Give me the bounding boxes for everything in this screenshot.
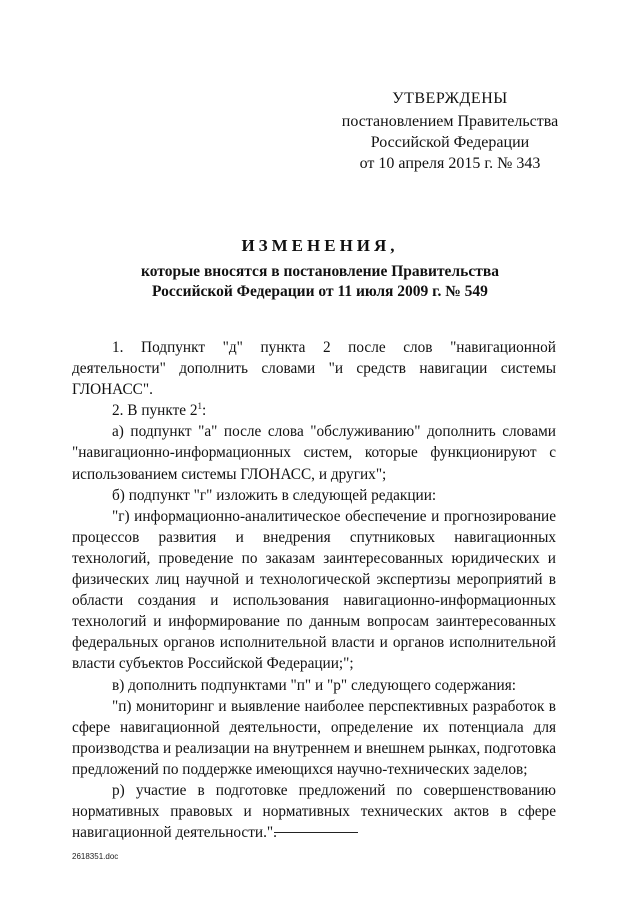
paragraph-2-text: 2. В пункте 2 <box>112 402 198 420</box>
paragraph-5: "г) информационно-аналитическое обеспечение и прогнозирование процессов развития и внедрения спутниковых навигационных технологий, проведение по заказам заинтересованных юридических и физических лиц научной и технологической экспертизы мероприятий в области создания и использования навигационно-информационных технологий и информирование по данным вопросам заинтересованных федеральных органов исполнительной власти и органов исполнительной власти субъектов Российской Федерации;"; <box>72 507 556 673</box>
approval-line-2: Российской Федерации <box>370 134 530 151</box>
subtitle-line-1: которые вносятся в постановление Правительства <box>141 263 499 280</box>
document-title: ИЗМЕНЕНИЯ, <box>241 236 399 255</box>
paragraph-8: р) участие в подготовке предложений по совершенствованию нормативных правовых и нормативных технических актов в сфере навигационной деятельности.". <box>72 781 556 842</box>
approval-line-3: от 10 апреля 2015 г. № 343 <box>359 155 541 172</box>
approval-heading: УТВЕРЖДЕНЫ <box>392 90 508 107</box>
approval-block <box>330 88 570 174</box>
approval-line-1: постановлением Правительства <box>341 113 559 130</box>
end-divider <box>274 832 358 833</box>
footer-filename: 2618351.doc <box>72 852 119 861</box>
paragraph-7: "п) мониторинг и выявление наиболее перспективных разработок в сфере навигационной деятельности, определение их потенциала для производства и реализации на внутреннем и внешнем рынках, подготовка предложений по поддержке имеющихся научно-технических заделов; <box>72 697 556 778</box>
paragraph-4: б) подпункт "г" изложить в следующей редакции: <box>112 486 437 504</box>
paragraph-6: в) дополнить подпунктами "п" и "р" следующего содержания: <box>112 676 516 694</box>
paragraph-3: а) подпункт "а" после слова "обслуживанию" дополнить словами "навигационно-информационных систем, которые функционируют с использованием системы ГЛОНАСС, и других"; <box>72 423 556 483</box>
paragraph-2 <box>72 400 556 421</box>
subtitle-line-2: Российской Федерации от 11 июля 2009 г. № 549 <box>152 283 488 300</box>
document-body <box>72 337 556 843</box>
paragraph-2-colon: : <box>202 402 207 420</box>
paragraph-1: 1. Подпункт "д" пункта 2 после слов "навигационной деятельности" дополнить словами "и средств навигации системы ГЛОНАСС". <box>72 339 556 399</box>
document-subtitle <box>0 262 640 302</box>
paragraph-2-superscript: 1 <box>197 401 203 412</box>
